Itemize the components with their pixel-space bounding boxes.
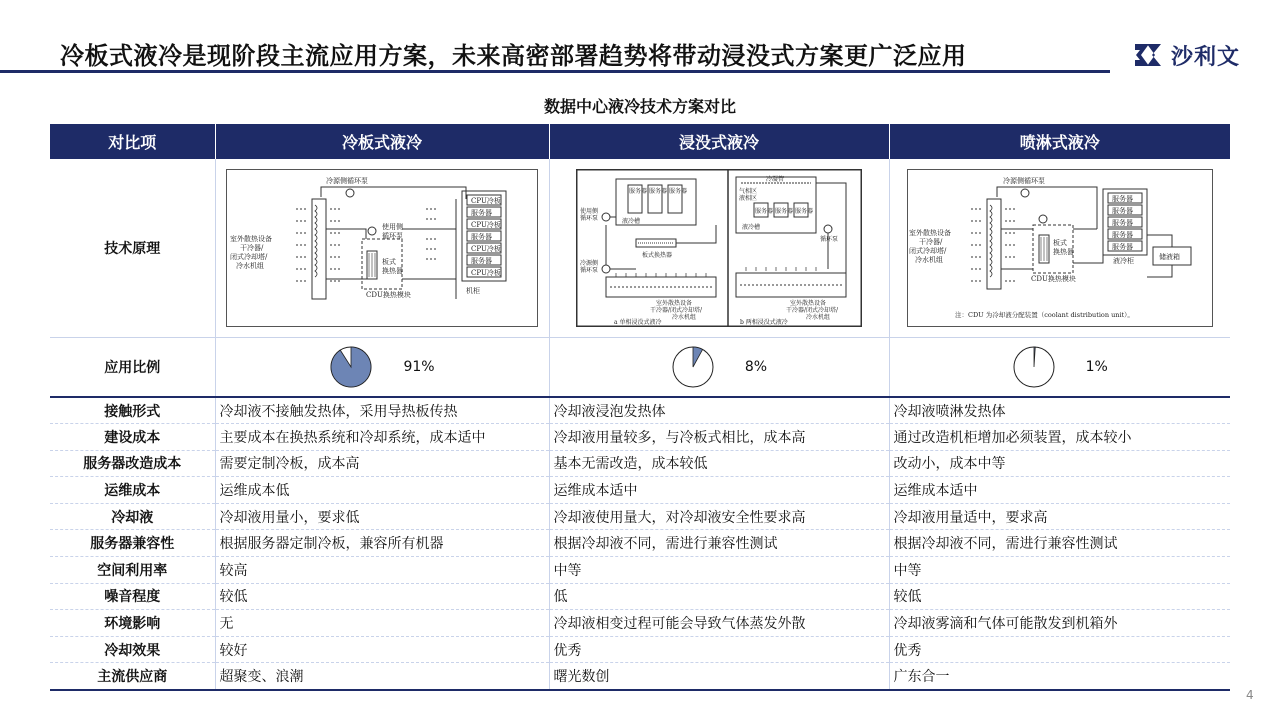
im-b-server-2: 服务器 bbox=[775, 207, 794, 215]
table-cell: 中等 bbox=[889, 557, 1230, 584]
im-b-gas-label: 气相区 bbox=[739, 187, 758, 195]
server-slot-label: CPU冷板 bbox=[471, 196, 501, 205]
immersion-diagram bbox=[576, 169, 862, 327]
im-b-tank-label: 液冷槽 bbox=[742, 223, 761, 231]
table-row bbox=[50, 397, 1230, 424]
im-a-pump-label: 使用侧 bbox=[580, 207, 599, 215]
sp-outdoor-sub3: 冷水机组 bbox=[914, 255, 943, 264]
table-row bbox=[50, 477, 1230, 504]
row-label: 冷却液 bbox=[50, 503, 215, 530]
server-slot-label: 服务器 bbox=[471, 256, 492, 265]
table-cell: 冷却液用量小，要求低 bbox=[215, 503, 549, 530]
table-row bbox=[50, 610, 1230, 637]
table-cell: 较低 bbox=[215, 583, 549, 610]
brand-logo bbox=[1131, 38, 1240, 72]
cold-plate-diagram bbox=[226, 169, 538, 327]
im-a-loop-label2: 循环泵 bbox=[580, 266, 599, 274]
table-cell: 无 bbox=[215, 610, 549, 637]
cp-loop-label: 冷源侧循环泵 bbox=[326, 176, 368, 185]
table-cell: 优秀 bbox=[549, 636, 889, 663]
share-pie-immersion bbox=[671, 345, 715, 389]
table-cell: 较好 bbox=[215, 636, 549, 663]
im-a-server-2: 服务器 bbox=[649, 187, 668, 195]
table-row bbox=[50, 636, 1230, 663]
im-b-caption: b 两相浸没式液冷 bbox=[740, 318, 788, 326]
table-cell: 冷却液雾滴和气体可能散发到机箱外 bbox=[889, 610, 1230, 637]
row-label: 主流供应商 bbox=[50, 663, 215, 690]
cold-plate-diagram-cell bbox=[215, 159, 549, 337]
share-pie-cold-plate bbox=[329, 345, 373, 389]
server-slot-label: 服务器 bbox=[1111, 242, 1133, 251]
table-caption: 数据中心液冷技术方案对比 bbox=[543, 97, 736, 116]
table-cell: 冷却液喷淋发热体 bbox=[889, 397, 1230, 424]
server-slot-label: 服务器 bbox=[471, 232, 492, 241]
server-slot-label: 服务器 bbox=[1111, 218, 1133, 227]
im-b-server-1: 服务器 bbox=[755, 207, 774, 215]
header-spray: 喷淋式液冷 bbox=[889, 124, 1230, 159]
share-cell-immersion bbox=[549, 337, 889, 397]
page-title: 冷板式液冷是现阶段主流应用方案，未来高密部署趋势将带动浸没式方案更广泛应用 bbox=[60, 42, 967, 70]
row-label: 冷却效果 bbox=[50, 636, 215, 663]
cp-pump-label: 使用侧 bbox=[382, 222, 403, 231]
logo-text: 沙利文 bbox=[1171, 44, 1241, 70]
table-cell: 通过改造机柜增加必须装置，成本较小 bbox=[889, 424, 1230, 451]
cp-outdoor-coil bbox=[312, 199, 326, 299]
table-cell: 优秀 bbox=[889, 636, 1230, 663]
cp-outdoor-sub3: 冷水机组 bbox=[236, 261, 264, 270]
cp-outdoor-sub2: 闭式冷却塔/ bbox=[230, 252, 268, 261]
table-row bbox=[50, 530, 1230, 557]
cp-cdu-label: CDU换热模块 bbox=[366, 290, 411, 299]
server-slot-label: 服务器 bbox=[1111, 206, 1133, 215]
im-b-outdoor-label: 室外散热设备 bbox=[790, 299, 827, 307]
share-label: 应用比例 bbox=[50, 337, 215, 397]
table-row bbox=[50, 663, 1230, 690]
share-cell-spray bbox=[889, 337, 1230, 397]
row-label: 空间利用率 bbox=[50, 557, 215, 584]
pie-slice bbox=[331, 347, 371, 387]
share-value-cold-plate: 91% bbox=[403, 358, 435, 375]
cp-cabinet-label: 机柜 bbox=[466, 286, 480, 295]
table-cell: 超聚变、浪潮 bbox=[215, 663, 549, 690]
share-cell-cold-plate bbox=[215, 337, 549, 397]
sp-cdu-label: CDU换热模块 bbox=[1030, 274, 1076, 283]
sp-loop-label: 冷源侧循环泵 bbox=[1002, 176, 1045, 185]
cp-pump-icon bbox=[346, 189, 354, 197]
cp-hx-label: 板式 bbox=[382, 257, 396, 266]
table-cell: 根据冷却液不同，需进行兼容性测试 bbox=[549, 530, 889, 557]
row-label: 建设成本 bbox=[50, 424, 215, 451]
table-cell: 根据冷却液不同，需进行兼容性测试 bbox=[889, 530, 1230, 557]
immersion-diagram-cell bbox=[549, 159, 889, 337]
table-row bbox=[50, 450, 1230, 477]
spray-diagram-cell bbox=[889, 159, 1230, 337]
table-cell: 基本无需改造，成本较低 bbox=[549, 450, 889, 477]
cp-outdoor-sub1: 干冷器/ bbox=[240, 243, 264, 252]
title-underline bbox=[0, 70, 1110, 73]
row-label: 接触形式 bbox=[50, 397, 215, 424]
im-a-server-3: 服务器 bbox=[669, 187, 688, 195]
sp-outdoor-sub2: 闭式冷却塔/ bbox=[908, 246, 947, 255]
server-slot-label: 服务器 bbox=[1111, 194, 1133, 203]
server-slot-label: CPU冷板 bbox=[471, 268, 501, 277]
share-value-immersion: 8% bbox=[744, 358, 768, 375]
table-cell: 冷却液相变过程可能会导致气体蒸发外散 bbox=[549, 610, 889, 637]
table-row bbox=[50, 557, 1230, 584]
sp-tank-label: 储液箱 bbox=[1158, 252, 1180, 261]
table-cell: 冷却液使用量大，对冷却液安全性要求高 bbox=[549, 503, 889, 530]
im-a-server-1: 服务器 bbox=[629, 187, 648, 195]
table-row bbox=[50, 503, 1230, 530]
table-cell: 中等 bbox=[549, 557, 889, 584]
table-cell: 改动小，成本中等 bbox=[889, 450, 1230, 477]
row-label: 服务器改造成本 bbox=[50, 450, 215, 477]
cp-hx-label2: 换热器 bbox=[382, 266, 403, 275]
header-immersion: 浸没式液冷 bbox=[549, 124, 889, 159]
header-cold-plate: 冷板式液冷 bbox=[215, 124, 549, 159]
im-b-condenser: 冷凝管 bbox=[766, 175, 785, 183]
table-cell: 冷却液浸泡发热体 bbox=[549, 397, 889, 424]
server-slot-label: 服务器 bbox=[471, 208, 492, 217]
share-value-spray: 1% bbox=[1085, 358, 1108, 375]
sp-note: 注：CDU 为冷却液分配装置（coolant distribution unit）。 bbox=[954, 310, 1134, 319]
table-header-row bbox=[50, 124, 1230, 159]
table-cell: 根据服务器定制冷板，兼容所有机器 bbox=[215, 530, 549, 557]
logo-mark-icon bbox=[1131, 38, 1165, 72]
table-cell: 较低 bbox=[889, 583, 1230, 610]
im-a-outdoor-label: 室外散热设备 bbox=[656, 299, 693, 307]
im-b-liquid-label: 液相区 bbox=[739, 194, 758, 202]
table-cell: 运维成本低 bbox=[215, 477, 549, 504]
table-cell: 曙光数创 bbox=[549, 663, 889, 690]
sp-outdoor-coil bbox=[987, 199, 1001, 289]
table-cell: 广东合一 bbox=[889, 663, 1230, 690]
table-cell: 冷却液不接触发热体，采用导热板传热 bbox=[215, 397, 549, 424]
server-slot-label: CPU冷板 bbox=[471, 244, 501, 253]
table-row bbox=[50, 424, 1230, 451]
im-a-pump-label2: 循环泵 bbox=[580, 214, 599, 222]
table-cell: 主要成本在换热系统和冷却系统，成本适中 bbox=[215, 424, 549, 451]
im-b-pump-label: 循环泵 bbox=[820, 235, 839, 243]
sp-cabinet-label: 液冷柜 bbox=[1112, 256, 1134, 265]
row-label: 环境影响 bbox=[50, 610, 215, 637]
server-slot-label: 服务器 bbox=[1111, 230, 1133, 239]
principle-label: 技术原理 bbox=[50, 159, 215, 337]
table-cell: 需要定制冷板，成本高 bbox=[215, 450, 549, 477]
share-row bbox=[50, 337, 1230, 397]
table-cell: 冷却液用量适中，要求高 bbox=[889, 503, 1230, 530]
share-pie-spray bbox=[1012, 345, 1056, 389]
sp-pump-icon bbox=[1021, 189, 1029, 197]
server-slot-label: CPU冷板 bbox=[471, 220, 501, 229]
im-a-hx-label: 板式换热器 bbox=[642, 251, 673, 259]
page-number: 4 bbox=[1246, 688, 1254, 702]
cp-use-pump-icon bbox=[368, 227, 376, 235]
cp-pump-label2: 循环泵 bbox=[382, 231, 403, 240]
sp-hx-label2: 换热器 bbox=[1052, 247, 1074, 256]
table-row bbox=[50, 583, 1230, 610]
im-a-caption: a 单相浸没式液冷 bbox=[614, 318, 662, 326]
im-a-outdoor-sub2: 冷水机组 bbox=[672, 313, 697, 321]
spray-diagram bbox=[907, 169, 1213, 327]
row-label: 噪音程度 bbox=[50, 583, 215, 610]
im-a-loop-label: 冷源侧 bbox=[580, 259, 599, 267]
table-cell: 运维成本适中 bbox=[549, 477, 889, 504]
table-cell: 较高 bbox=[215, 557, 549, 584]
table-cell: 低 bbox=[549, 583, 889, 610]
im-b-outdoor-sub: 干冷器/闭式冷却塔/ bbox=[786, 306, 839, 314]
im-b-outdoor-sub2: 冷水机组 bbox=[806, 313, 831, 321]
table-cell: 冷却液用量较多，与冷板式相比，成本高 bbox=[549, 424, 889, 451]
sp-outdoor-sub1: 干冷器/ bbox=[918, 237, 943, 246]
comparison-table bbox=[50, 124, 1230, 691]
cp-outdoor-label: 室外散热设备 bbox=[230, 234, 272, 243]
im-a-tank-label: 液冷槽 bbox=[622, 217, 641, 225]
im-a-outdoor-sub: 干冷器/闭式冷却塔/ bbox=[650, 306, 703, 314]
sp-outdoor-label: 室外散热设备 bbox=[908, 228, 951, 237]
row-label: 运维成本 bbox=[50, 477, 215, 504]
header-criteria: 对比项 bbox=[50, 124, 215, 159]
table-cell: 运维成本适中 bbox=[889, 477, 1230, 504]
sp-hx-label: 板式 bbox=[1052, 238, 1067, 247]
im-b-server-3: 服务器 bbox=[795, 207, 814, 215]
principle-row bbox=[50, 159, 1230, 337]
row-label: 服务器兼容性 bbox=[50, 530, 215, 557]
